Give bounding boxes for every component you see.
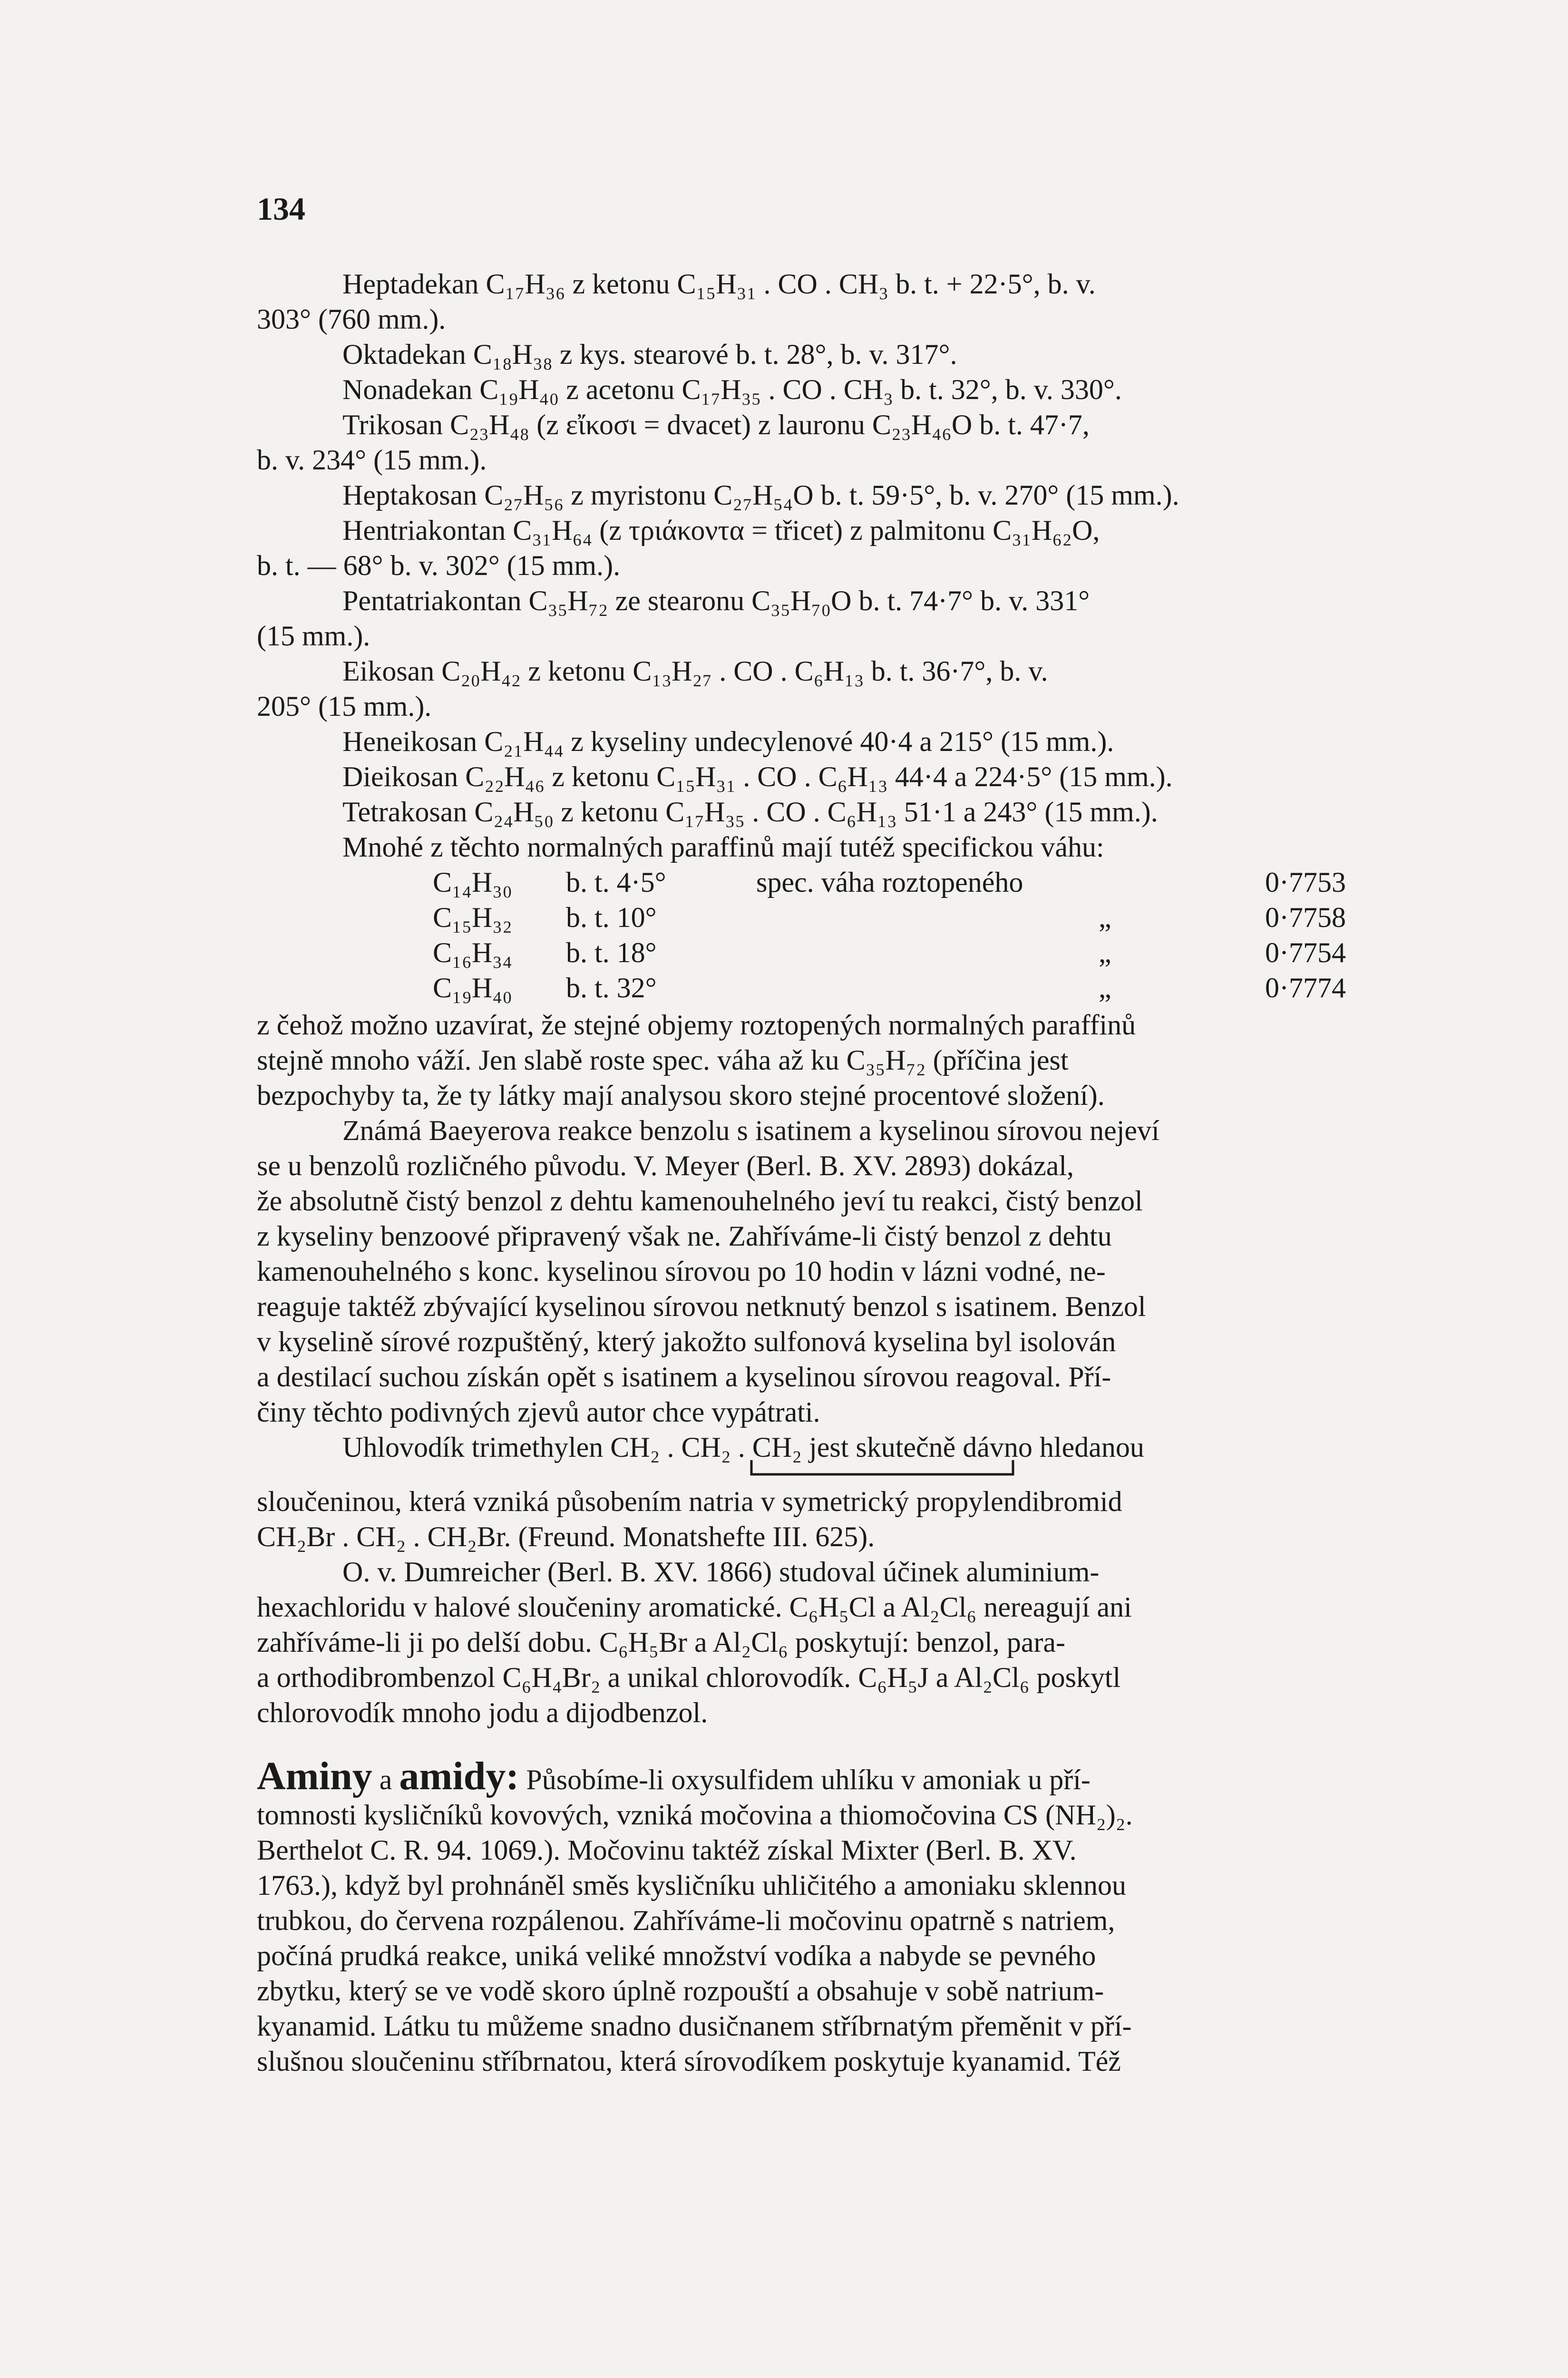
text-line: v kyselině sírové rozpuštěný, který jakožto sulfonová kyselina byl isolován bbox=[257, 1326, 1116, 1357]
text-line: Heptakosan C₂₇H₅₆ z myristonu C₂₇H₅₄O b. t. 59·5°, b. v. 270° (15 mm.). bbox=[342, 479, 1179, 511]
text-line: zahříváme-li ji po delší dobu. C₆H₅Br a Al₂Cl₆ poskytují: benzol, para- bbox=[257, 1627, 1066, 1658]
text-line: Hentriakontan C₃₁H₆₄ (z τριάκοντα = třicet) z palmitonu C₃₁H₆₂O, bbox=[342, 515, 1100, 546]
text-line: Oktadekan C₁₈H₃₈ z kys. stearové b. t. 28°, b. v. 317°. bbox=[342, 339, 957, 370]
value: 0·7758 bbox=[1265, 902, 1346, 933]
table-row bbox=[433, 970, 1346, 1005]
section-heading-line bbox=[257, 1754, 1384, 1798]
table-row bbox=[433, 900, 1346, 935]
text-line: a orthodibrombenzol C₆H₄Br₂ a unikal chlorovodík. C₆H₅J a Al₂Cl₆ poskytl bbox=[257, 1662, 1121, 1693]
text-line: 205° (15 mm.). bbox=[257, 691, 432, 722]
text-line: kyanamid. Látku tu můžeme snadno dusičnanem stříbrnatým přeměnit v pří- bbox=[257, 2010, 1132, 2042]
value: 0·7754 bbox=[1265, 937, 1346, 968]
heading-and: a bbox=[379, 1764, 392, 1795]
melting-point: b. t. 4·5° bbox=[566, 867, 666, 898]
text-line: a destilací suchou získán opět s isatinem a kyselinou sírovou reagoval. Pří- bbox=[257, 1361, 1111, 1393]
specific-gravity-table bbox=[257, 865, 1384, 1007]
text-line: Nonadekan C₁₉H₄₀ z acetonu C₁₇H₃₅ . CO . CH₃ b. t. 32°, b. v. 330°. bbox=[342, 374, 1122, 405]
melting-point: b. t. 32° bbox=[566, 972, 657, 1004]
text-line: Trikosan C₂₃H₄₈ (z εἴκοσι = dvacet) z lauronu C₂₃H₄₆O b. t. 47·7, bbox=[342, 409, 1090, 440]
value: 0·7774 bbox=[1265, 972, 1346, 1004]
text-line: trubkou, do červena rozpálenou. Zahříváme-li močovinu opatrně s natriem, bbox=[257, 1905, 1115, 1936]
text-line: hexachloridu v halové sloučeniny aromatické. C₆H₅Cl a Al₂Cl₆ nereagují ani bbox=[257, 1591, 1132, 1623]
text-line: Eikosan C₂₀H₄₂ z ketonu C₁₃H₂₇ . CO . C₆H₁₃ b. t. 36·7°, b. v. bbox=[342, 655, 1048, 687]
label: „ bbox=[1099, 972, 1111, 1004]
text-line: Dieikosan C₂₂H₄₆ z ketonu C₁₅H₃₁ . CO . C₆H₁₃ 44·4 a 224·5° (15 mm.). bbox=[342, 761, 1173, 792]
text-line: Berthelot C. R. 94. 1069.). Močovinu taktéž získal Mixter (Berl. B. XV. bbox=[257, 1834, 1077, 1866]
label: spec. váha roztopeného bbox=[756, 867, 1023, 898]
text-line: se u benzolů rozličného původu. V. Meyer (Berl. B. XV. 2893) dokázal, bbox=[257, 1150, 1074, 1181]
formula: C₁₄H₃₀ bbox=[433, 867, 513, 898]
formula: C₁₉H₄₀ bbox=[433, 972, 513, 1004]
text-line: že absolutně čistý benzol z dehtu kamenouhelného jeví tu reakci, čistý benzol bbox=[257, 1185, 1143, 1217]
table-row bbox=[433, 935, 1346, 970]
text-line: Uhlovodík trimethylen CH₂ . CH₂ . CH₂ jest skutečně dávno hledanou bbox=[342, 1432, 1144, 1463]
text-line: b. t. — 68° b. v. 302° (15 mm.). bbox=[257, 550, 621, 581]
text-line: reaguje taktéž zbývající kyselinou sírovou netknutý benzol s isatinem. Benzol bbox=[257, 1291, 1146, 1322]
label: „ bbox=[1099, 937, 1111, 968]
text-line: bezpochyby ta, že ty látky mají analysou skoro stejné procentové složení). bbox=[257, 1080, 1105, 1111]
text-line: slušnou sloučeninu stříbrnatou, která sírovodíkem poskytuje kyanamid. Též bbox=[257, 2046, 1121, 2077]
text-line: sloučeninou, která vzniká působením natria v symetrický propylendibromid bbox=[257, 1486, 1122, 1517]
body-text bbox=[257, 266, 1384, 2079]
table-row bbox=[433, 865, 1346, 900]
text-line: zbytku, který se ve vodě skoro úplně rozpouští a obsahuje v sobě natrium- bbox=[257, 1975, 1104, 2007]
value: 0·7753 bbox=[1265, 867, 1346, 898]
text-line: Heptadekan C₁₇H₃₆ z ketonu C₁₅H₃₁ . CO . CH₃ b. t. + 22·5°, b. v. bbox=[342, 268, 1096, 300]
label: „ bbox=[1099, 902, 1111, 933]
page-number: 134 bbox=[257, 191, 305, 227]
formula: C₁₆H₃₄ bbox=[433, 937, 513, 968]
text-line: kamenouhelného s konc. kyselinou sírovou po 10 hodin v lázni vodné, ne- bbox=[257, 1256, 1106, 1287]
text-line: Tetrakosan C₂₄H₅₀ z ketonu C₁₇H₃₅ . CO . C₆H₁₃ 51·1 a 243° (15 mm.). bbox=[342, 796, 1158, 828]
trimethylen-ring-bracket bbox=[747, 1460, 1080, 1479]
heading-amidy: amidy: bbox=[399, 1754, 519, 1798]
ring-bracket bbox=[257, 1465, 1384, 1484]
text-line: Mnohé z těchto normalných paraffinů mají tutéž specifickou váhu: bbox=[342, 831, 1104, 863]
text-line: (15 mm.). bbox=[257, 620, 370, 652]
text-line: Působíme-li oxysulfidem uhlíku v amoniak u pří- bbox=[526, 1764, 1091, 1795]
text-line: činy těchto podivných zjevů autor chce vypátrati. bbox=[257, 1396, 820, 1428]
text-line: 303° (760 mm.). bbox=[257, 303, 446, 335]
melting-point: b. t. 10° bbox=[566, 902, 657, 933]
melting-point: b. t. 18° bbox=[566, 937, 657, 968]
text-line: z kyseliny benzoové připravený však ne. Zahříváme-li čistý benzol z dehtu bbox=[257, 1220, 1112, 1252]
formula: C₁₅H₃₂ bbox=[433, 902, 513, 933]
heading-aminy: Aminy bbox=[257, 1754, 372, 1798]
text-line: b. v. 234° (15 mm.). bbox=[257, 444, 487, 476]
text-line: O. v. Dumreicher (Berl. B. XV. 1866) studoval účinek aluminium- bbox=[342, 1556, 1100, 1588]
text-line: 1763.), když byl prohnáněl směs kysličníku uhličitého a amoniaku sklennou bbox=[257, 1870, 1127, 1901]
text-line: Známá Baeyerova reakce benzolu s isatinem a kyselinou sírovou nejeví bbox=[342, 1115, 1159, 1146]
text-line: z čehož možno uzavírat, že stejné objemy roztopených normalných paraffinů bbox=[257, 1009, 1136, 1041]
text-line: chlorovodík mnoho jodu a dijodbenzol. bbox=[257, 1697, 708, 1728]
text-line: tomnosti kysličníků kovových, vzniká močovina a thiomočovina CS (NH₂)₂. bbox=[257, 1799, 1133, 1831]
text-line: CH₂Br . CH₂ . CH₂Br. (Freund. Monatshefte III. 625). bbox=[257, 1521, 875, 1552]
text-line: stejně mnoho váží. Jen slabě roste spec. váha až ku C₃₅H₇₂ (příčina jest bbox=[257, 1044, 1069, 1076]
text-line: Heneikosan C₂₁H₄₄ z kyseliny undecylenové 40·4 a 215° (15 mm.). bbox=[342, 726, 1114, 757]
text-line: počíná prudká reakce, uniká veliké množství vodíka a nabyde se pevného bbox=[257, 1940, 1096, 1971]
text-line: Pentatriakontan C₃₅H₇₂ ze stearonu C₃₅H₇₀O b. t. 74·7° b. v. 331° bbox=[342, 585, 1090, 616]
